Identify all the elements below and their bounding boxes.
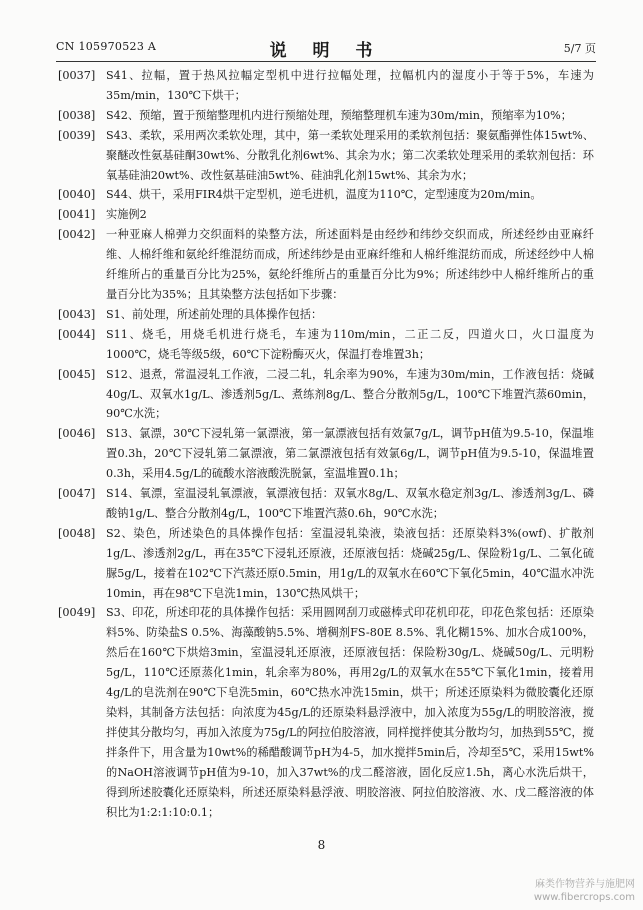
description-body bbox=[58, 66, 594, 822]
paragraph-number: [0037] bbox=[58, 69, 96, 82]
page-number: 8 bbox=[317, 838, 326, 852]
paragraph-text: S14、氧漂，室温浸轧氧漂液，氧漂液包括：双氧水8g/L、双氧水稳定剂3g/L、渗透剂3g/L、磷酸钠1g/L、整合分散剂4g/L，100℃下堆置汽蒸0.6h，90℃水洗； bbox=[106, 487, 594, 520]
site-watermark bbox=[534, 878, 635, 904]
paragraph-number: [0038] bbox=[58, 108, 96, 122]
paragraph bbox=[58, 106, 594, 126]
paragraph-text: S11、烧毛，用烧毛机进行烧毛，车速为110m/min，二正二反，四道火口，火口温度为1000℃，烧毛等级5级，60℃下淀粉酶灭火，保温打卷堆置3h； bbox=[106, 327, 594, 361]
paragraph-text: S2、染色，所述染色的具体操作包括：室温浸轧染液，染液包括：还原染料3%(owf)、扩散剂1g/L、渗透剂2g/L，再在35℃下浸轧还原液，还原液包括：烧碱25g/L、保险粉1g/L、二氧化硫脲5g/L，接着在102℃下汽蒸还原0.5min，用1g/L的双氧水在60℃下氧化5min，40℃温水冲洗10min，再在98℃下皂洗1min，130℃热风烘干； bbox=[106, 526, 594, 600]
publication-number: CN 105970523 A bbox=[56, 40, 157, 53]
paragraph-text: S44、烘干，采用FIR4烘干定型机，逆毛进机，温度为110℃，定型速度为20m/min。 bbox=[106, 188, 542, 202]
paragraph bbox=[58, 424, 594, 484]
paragraph-text: S3、印花，所述印花的具体操作包括：采用圆网刮刀或磁棒式印花机印花，印花色浆包括：还原染料5%、防染盐S 0.5%、海藻酸钠5.5%、增稠剂FS-80E 8.5%、乳化糊15%、加水合成100%，然后在160℃下烘焙3min，室温浸轧还原液，还原液包括：保险粉30g/L、烧碱50g/L、元明粉5g/L，110℃还原蒸化1min，轧余率为80%，再用2g/L的双氧水在55℃下氧化1min，接着用4g/L的皂洗剂在90℃下皂洗5min，60℃热水冲洗15min，烘干；所述还原染料为微胶囊化还原染料，其制备方法包括：向浓度为45g/L的还原染料悬浮液中，加入浓度为55g/L的明胶溶液，搅拌使其分散均匀，再加入浓度为75g/L的阿拉伯胶溶液，同样搅拌使其分散均匀，加热到55℃，搅拌条件下，用含量为10wt%的稀醋酸调节pH为4-5，加水搅拌5min后，冷却至5℃，采用15wt%的NaOH溶液调节pH值为9-10，加入37wt%的戊二醛溶液，固化反应1.5h，离心水洗后烘干，得到所述胶囊化还原染料，所述还原染料悬浮液、明胶溶液、阿拉伯胶溶液、水、戊二醛溶液的体积比为1:2:1:10:0.1； bbox=[106, 606, 594, 819]
paragraph-number: [0046] bbox=[58, 427, 96, 441]
paragraph-number: [0047] bbox=[58, 487, 96, 501]
paragraph-number: [0044] bbox=[58, 327, 96, 341]
paragraph-text: S43、柔软，采用两次柔软处理，其中，第一柔软处理采用的柔软剂包括：聚氨酯弹性体15wt%、聚醚改性氨基硅酮30wt%、分散乳化剂6wt%、其余为水；第二次柔软处理采用的柔软剂包括：环氧基硅油20wt%、改性氨基硅油5wt%、硅油乳化剂15wt%、其余为水； bbox=[106, 128, 594, 182]
paragraph-number: [0043] bbox=[58, 307, 96, 321]
paragraph-number: [0048] bbox=[58, 526, 96, 540]
paragraph-text: S13、氯漂，30℃下浸轧第一氯漂液，第一氯漂液包括有效氯7g/L，调节pH值为9.5-10，保温堆置0.3h，20℃下浸轧第二氯漂液，第二氯漂液包括有效氯6g/L，调节pH值为9.5-10，保温堆置0.3h，采用4.5g/L的硫酸水溶液酸洗脱氯，室温堆置0.1h； bbox=[106, 427, 594, 481]
paragraph bbox=[58, 185, 594, 205]
watermark-site-name: 麻类作物营养与施肥网 bbox=[535, 879, 635, 890]
watermark-url: www.fibercrops.com bbox=[533, 892, 635, 903]
paragraph bbox=[58, 484, 594, 524]
header-rule bbox=[56, 61, 596, 62]
paragraph-number: [0049] bbox=[58, 606, 96, 620]
paragraph bbox=[58, 365, 594, 425]
paragraph-text: S1、前处理，所述前处理的具体操作包括： bbox=[106, 307, 323, 321]
paragraph-text: S41、拉幅，置于热风拉幅定型机中进行拉幅处理，拉幅机内的湿度小于等于5%，车速为35m/min，130℃下烘干； bbox=[106, 69, 594, 102]
paragraph-number: [0045] bbox=[58, 367, 96, 381]
paragraph bbox=[58, 126, 594, 186]
paragraph bbox=[58, 205, 594, 225]
paragraph-number: [0041] bbox=[58, 208, 96, 222]
paragraph-text: 一种亚麻人棉弹力交织面料的染整方法，所述面料是由经纱和纬纱交织而成，所述经纱由亚麻纤维、人棉纤维和氨纶纤维混纺而成，所述纬纱是由亚麻纤维和人棉纤维混纺而成，所述经纱中人棉纤维所占的重量百分比为25%，氨纶纤维所占的重量百分比为9%；所述纬纱中人棉纤维所占的重量百分比为35%；且其染整方法包括如下步骤： bbox=[106, 228, 594, 301]
paragraph-number: [0039] bbox=[58, 128, 96, 142]
paragraph-number: [0042] bbox=[58, 228, 96, 242]
paragraph bbox=[58, 66, 594, 106]
paragraph bbox=[58, 524, 594, 604]
paragraph-text: S42、预缩，置于预缩整理机内进行预缩处理，预缩整理机车速为30m/min，预缩率为10%； bbox=[106, 108, 572, 122]
page-indicator: 5/7 页 bbox=[563, 42, 596, 55]
paragraph bbox=[58, 305, 594, 325]
document-title: 说 明 书 bbox=[269, 41, 383, 61]
paragraph-text: S12、退煮，常温浸轧工作液，二浸二轧，轧余率为90%，车速为30m/min，工作液包括：烧碱40g/L、双氧水1g/L、渗透剂5g/L、煮练剂8g/L、整合分散剂5g/L，100℃下堆置汽蒸60min，90℃水洗； bbox=[106, 367, 594, 421]
paragraph bbox=[58, 325, 594, 365]
page-header bbox=[56, 36, 596, 61]
paragraph-number: [0040] bbox=[58, 188, 96, 202]
paragraph bbox=[58, 603, 594, 822]
paragraph bbox=[58, 225, 594, 305]
paragraph-text: 实施例2 bbox=[106, 208, 147, 222]
